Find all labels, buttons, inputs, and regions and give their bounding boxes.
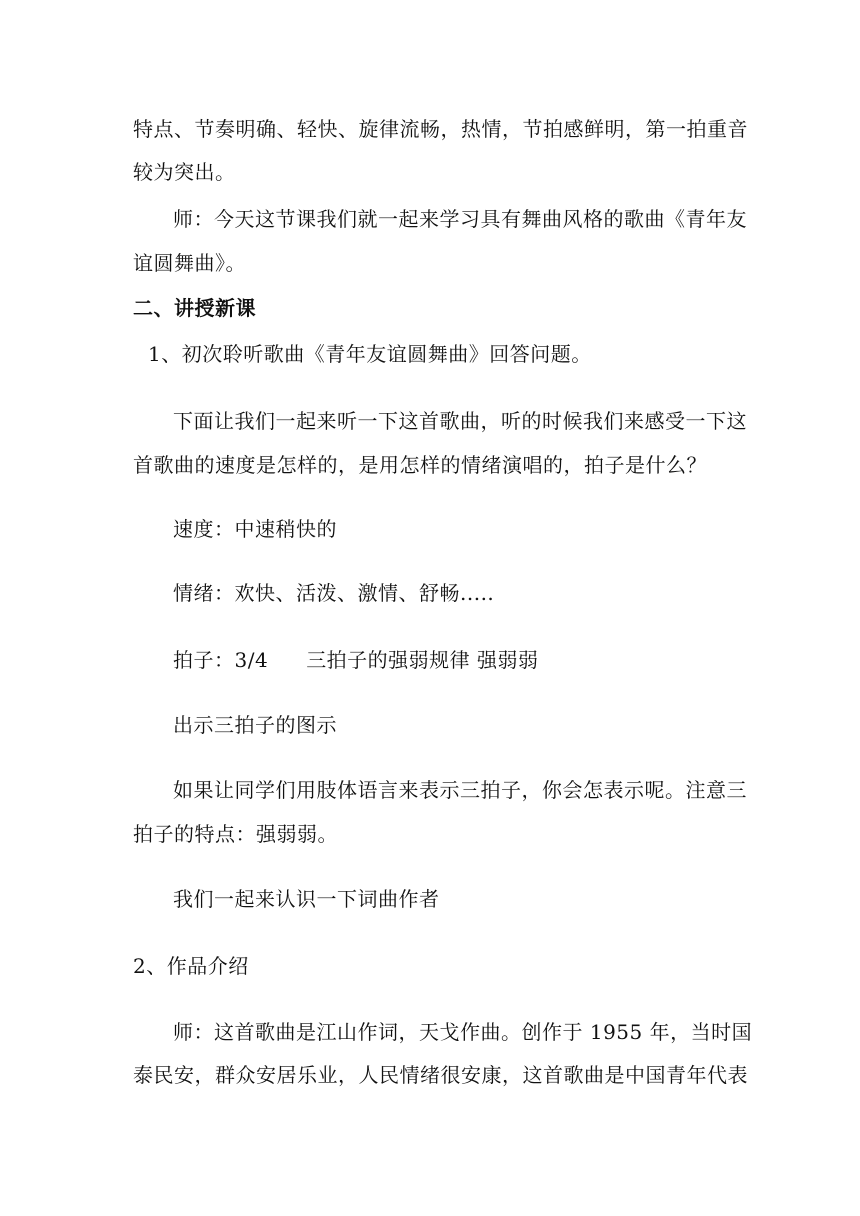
mood-line: 情绪：欢快、活泼、激情、舒畅..... xyxy=(173,581,495,605)
paragraph-line: 较为突出。 xyxy=(133,160,236,184)
paragraph-line: 出示三拍子的图示 xyxy=(173,713,337,737)
paragraph-line: 师：今天这节课我们就一起来学习具有舞曲风格的歌曲《青年友 xyxy=(173,207,747,231)
paragraph-line: 首歌曲的速度是怎样的，是用怎样的情绪演唱的，拍子是什么？ xyxy=(133,453,707,477)
beat-description: 三拍子的强弱规律 强弱弱 xyxy=(306,648,539,672)
paragraph-line: 泰民安，群众安居乐业，人民情绪很安康，这首歌曲是中国青年代表 xyxy=(133,1063,748,1087)
paragraph-line: 下面让我们一起来听一下这首歌曲，听的时候我们来感受一下这 xyxy=(173,409,747,433)
paragraph-line: 谊圆舞曲》。 xyxy=(133,251,246,275)
paragraph-line: 特点、节奏明确、轻快、旋律流畅，热情，节拍感鲜明，第一拍重音 xyxy=(133,117,748,141)
beat-label: 拍子：3/4 xyxy=(173,648,269,672)
list-item: 2、作品介绍 xyxy=(133,954,249,978)
paragraph-line: 如果让同学们用肢体语言来表示三拍子，你会怎表示呢。注意三 xyxy=(173,778,747,802)
speed-line: 速度：中速稍快的 xyxy=(173,517,337,541)
section-heading: 二、讲授新课 xyxy=(133,296,256,320)
list-item: 1、初次聆听歌曲《青年友谊圆舞曲》回答问题。 xyxy=(148,342,592,366)
paragraph-line: 师：这首歌曲是江山作词，天戈作曲。创作于 1955 年，当时国 xyxy=(173,1020,753,1044)
paragraph-line: 拍子的特点：强弱弱。 xyxy=(133,822,338,846)
paragraph-line: 我们一起来认识一下词曲作者 xyxy=(173,887,440,911)
beat-line xyxy=(173,648,539,672)
